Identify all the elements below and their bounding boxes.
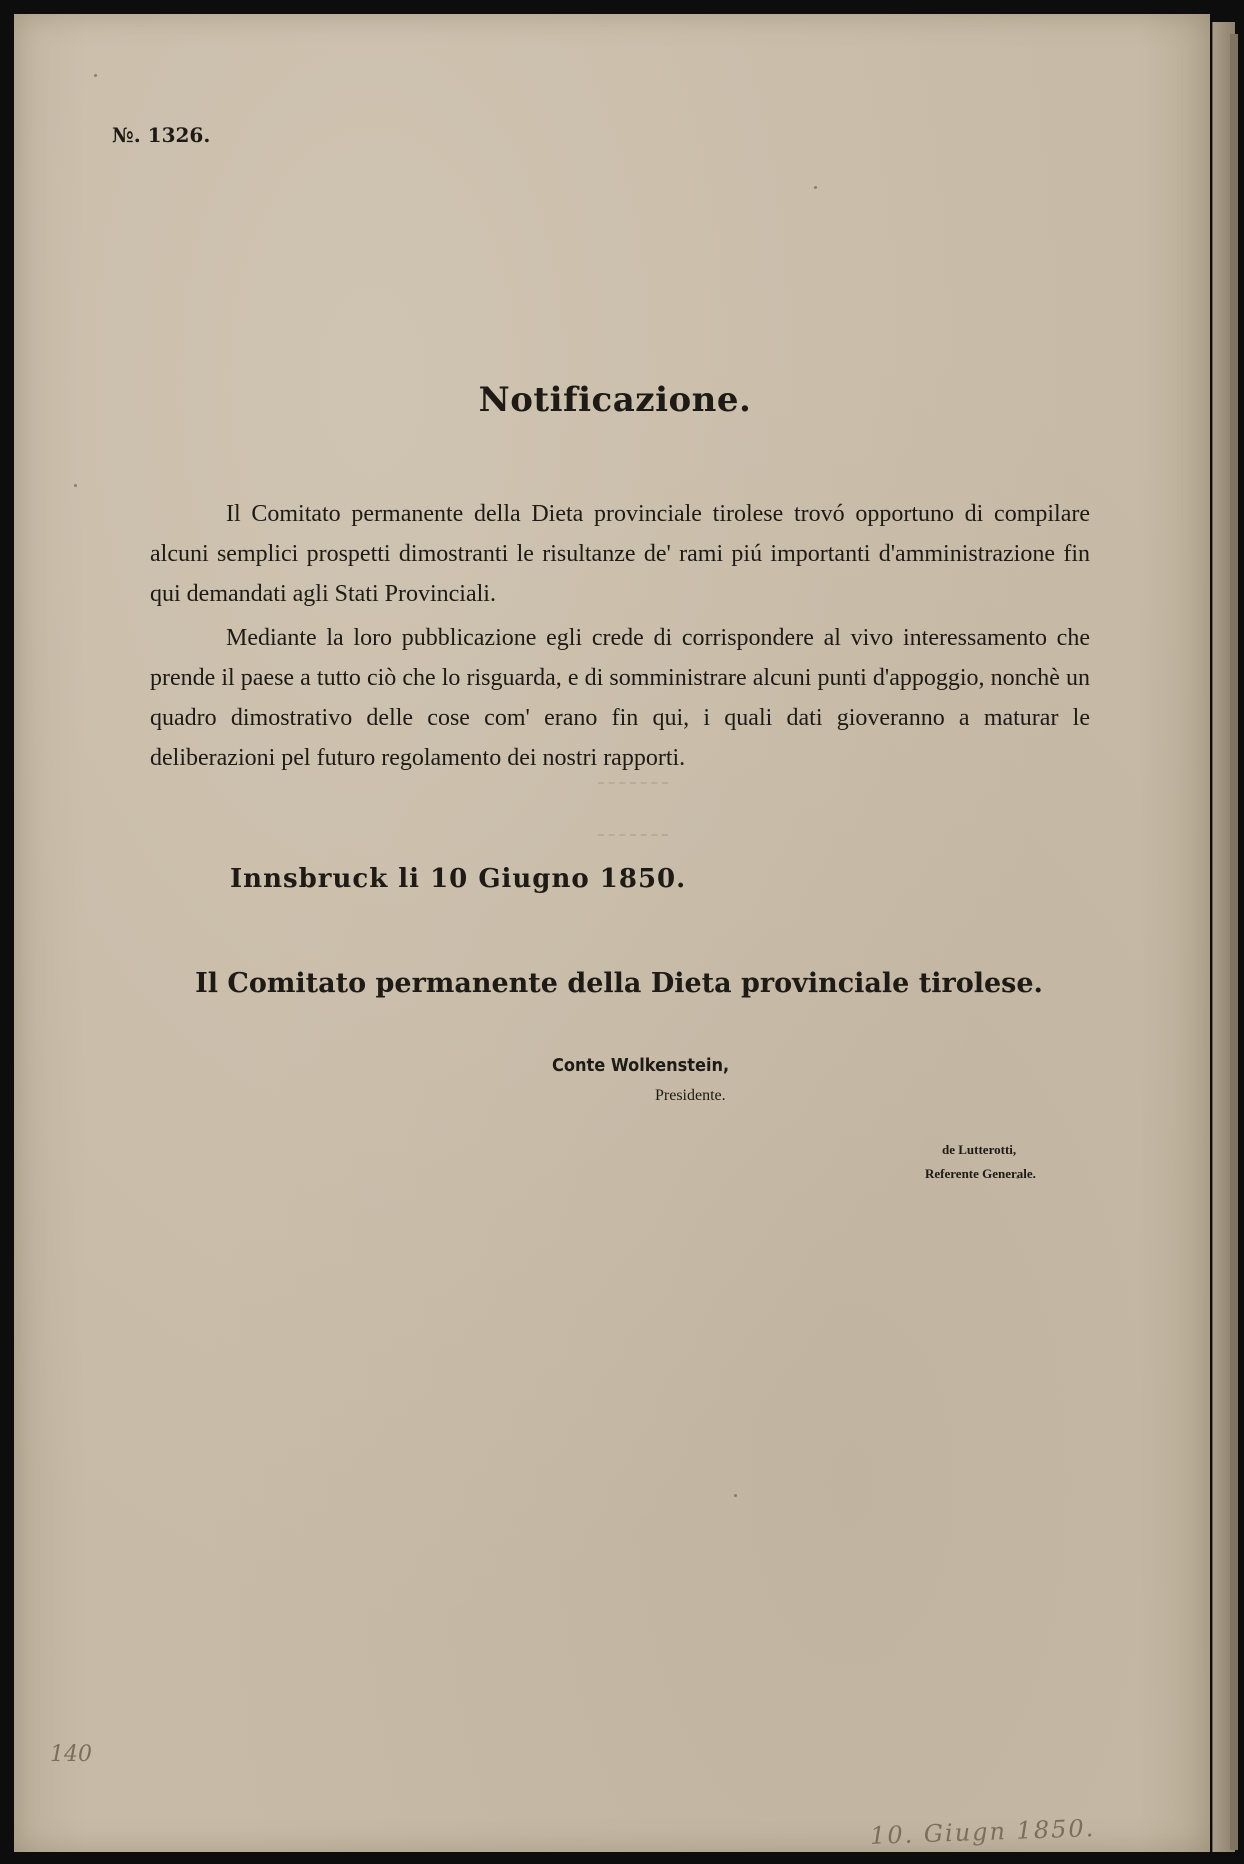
signature-name: Conte Wolkenstein, xyxy=(552,1055,730,1076)
paper-speck xyxy=(734,1494,737,1497)
document-number: №. 1326. xyxy=(112,123,211,147)
faint-stamp xyxy=(598,782,668,836)
handwritten-date: 10. Giugn 1850. xyxy=(869,1814,1096,1850)
document-page xyxy=(14,14,1210,1852)
page-title: Notificazione. xyxy=(478,380,752,420)
paper-speck xyxy=(94,74,97,77)
archive-number-handwritten: 140 xyxy=(50,1742,92,1767)
referent-name: de Lutterotti, xyxy=(942,1142,1017,1157)
page-edge-shadow-back xyxy=(1230,34,1238,1850)
committee-heading: Il Comitato permanente della Dieta provinciale tirolese. xyxy=(195,968,1043,999)
signature-title: Presidente. xyxy=(655,1087,726,1104)
paper-speck xyxy=(814,186,817,189)
referent-title: Referente Generale. xyxy=(925,1166,1036,1181)
date-line: Innsbruck li 10 Giugno 1850. xyxy=(230,864,687,894)
paragraph-2: Mediante la loro pubblicazione egli crede di corrispondere al vivo interessamento che prende il paese a tutto ciò che lo risguarda, e di somministrare alcuni punti d'appoggio, nonchè un quadro dimostrativo delle cose com' erano fin qui, i quali dati gioveranno a maturar le deliberazioni pel futuro regolamento dei nostri rapporti. xyxy=(150,625,1090,771)
paper-speck xyxy=(74,484,77,487)
paragraph-1: Il Comitato permanente della Dieta provinciale tirolese trovó opportuno di compilare alcuni semplici prospetti dimostranti le risultanze de' rami piú importanti d'amministrazione fin qui demandati agli Stati Provinciali. xyxy=(150,501,1090,607)
